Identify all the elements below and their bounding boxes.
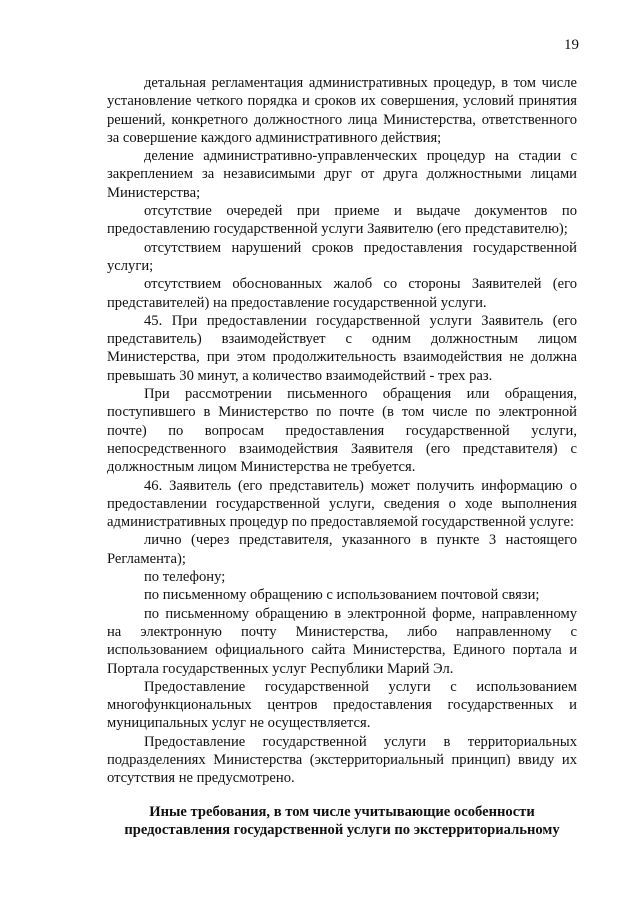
paragraph-no-deadline-violations: отсутствием нарушений сроков предоставления государственной услуги;	[107, 239, 577, 274]
section-heading	[107, 803, 577, 840]
paragraph-mfc: Предоставление государственной услуги с использованием многофункциональных центров предоставления государственных и муниципальных услуг не осуществляется.	[107, 678, 577, 732]
paragraph-clause-46: 46. Заявитель (его представитель) может получить информацию о предоставлении государственной услуги, сведения о ходе выполнения административных процедур по предоставляемой государственной услуге:	[107, 477, 577, 531]
body-text	[107, 74, 577, 788]
paragraph-clause-45: 45. При предоставлении государственной услуги Заявитель (его представитель) взаимодействует с одним должностным лицом Министерства, при этом продолжительность взаимодействия не должна превышать 30 минут, а количество взаимодействий - трех раз.	[107, 312, 577, 384]
paragraph-no-complaints: отсутствием обоснованных жалоб со стороны Заявителей (его представителей) на предоставление государственной услуги.	[107, 276, 577, 311]
list-item-by-phone: по телефону;	[144, 569, 226, 586]
paragraph-no-queues: отсутствие очередей при приеме и выдаче документов по предоставлению государственной услуги Заявителю (его представителю);	[107, 203, 577, 238]
paragraph-procedure-division: деление административно-управленческих процедур на стадии с закреплением за независимыми друг от друга должностными лицами Министерства;	[107, 148, 577, 201]
paragraph-regulation-detail: детальная регламентация административных процедур, в том числе установление четкого порядка и сроков их совершения, условий принятия решений, конкретного должностного лица Министерства, ответственного за совершение каждого административного действия;	[107, 75, 577, 146]
paragraph-written-requests: При рассмотрении письменного обращения или обращения, поступившего в Министерство по почте (в том числе по электронной почте) по вопросам предоставления государственной услуги, непосредственного взаимодействия Заявителя (его представителя) с должностным лицом Министерства не требуется.	[107, 386, 577, 476]
list-item-electronic: по письменному обращению в электронной форме, направленному на электронную почту Министерства, либо направленному с использованием официального сайта Министерства, Единого портала и Портала государственных услуг Республики Марий Эл.	[107, 605, 577, 677]
section-heading-line-1: Иные требования, в том числе учитывающие особенности	[149, 804, 535, 820]
section-heading-line-2: предоставления государственной услуги по экстерриториальному	[124, 822, 560, 839]
list-item-in-person: лично (через представителя, указанного в пункте 3 настоящего Регламента);	[107, 532, 577, 567]
paragraph-territorial: Предоставление государственной услуги в территориальных подразделениях Министерства (экстерриториальный принцип) ввиду их отсутствия не предусмотрено.	[107, 733, 577, 787]
page-number: 19	[564, 37, 579, 53]
list-item-postal: по письменному обращению с использованием почтовой связи;	[144, 587, 540, 604]
